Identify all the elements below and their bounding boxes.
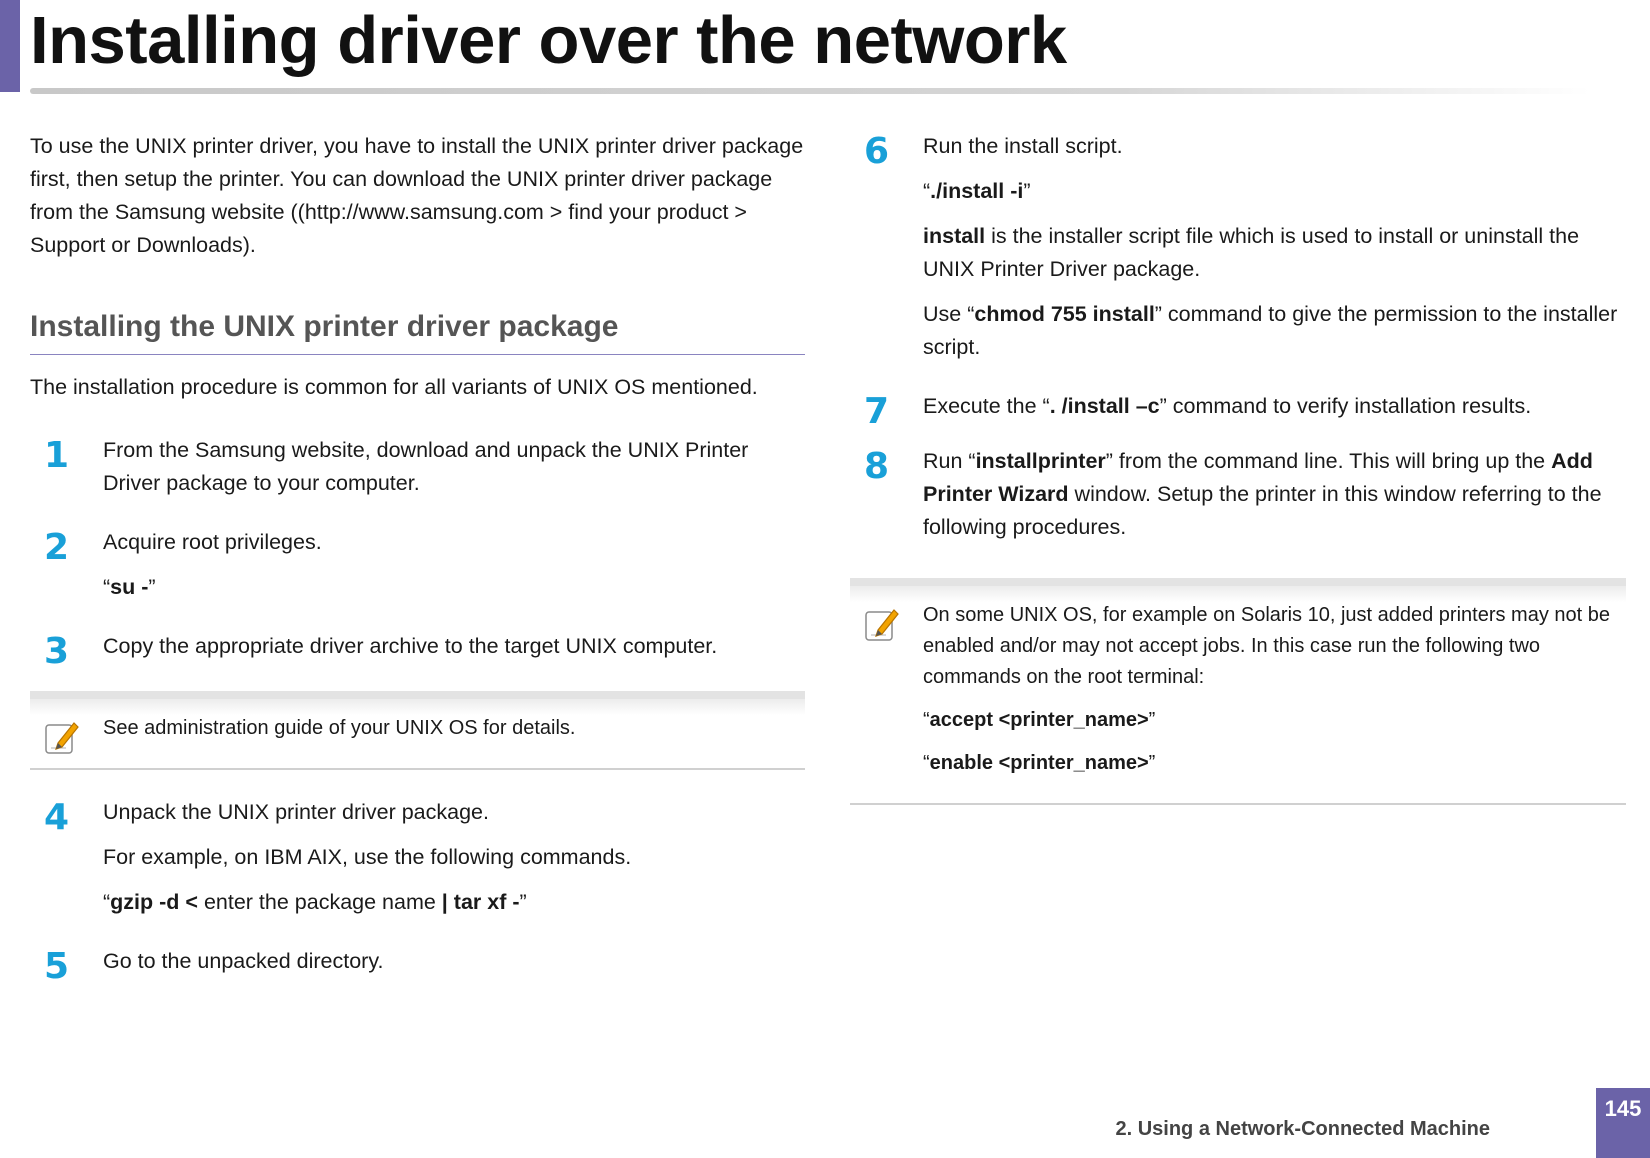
title-underline xyxy=(30,88,1590,94)
note-command-accept: “accept <printer_name>” xyxy=(923,709,1156,731)
step-6 xyxy=(850,130,1626,364)
step-text: Run the install script. xyxy=(923,134,1123,158)
step-2 xyxy=(30,526,805,604)
step-example: For example, on IBM AIX, use the following commands. xyxy=(103,845,632,869)
step-4 xyxy=(30,796,805,919)
step-number: 2 xyxy=(44,527,70,568)
step-text: Acquire root privileges. xyxy=(103,530,322,554)
step-8 xyxy=(850,445,1626,544)
step-description: install is the installer script file which is used to install or uninstall the UNIX Printer Driver package. xyxy=(923,224,1580,281)
note-text: See administration guide of your UNIX OS for details. xyxy=(103,717,576,739)
step-text: From the Samsung website, download and unpack the UNIX Printer Driver package to your computer. xyxy=(103,438,749,495)
page-title: Installing driver over the network xyxy=(30,3,1067,78)
step-number: 1 xyxy=(44,435,70,476)
note-command-enable: “enable <printer_name>” xyxy=(923,752,1156,774)
step-5 xyxy=(30,945,805,987)
right-column xyxy=(850,130,1626,805)
step-text: Unpack the UNIX printer driver package. xyxy=(103,800,489,824)
step-permission: Use “chmod 755 install” command to give the permission to the installer script. xyxy=(923,302,1618,359)
note-pencil-icon xyxy=(44,717,80,757)
left-column xyxy=(30,130,805,987)
step-command: “gzip -d < enter the package name | tar xf -” xyxy=(103,890,527,914)
step-number: 8 xyxy=(864,446,890,487)
step-number: 6 xyxy=(864,131,890,172)
title-accent-bar xyxy=(0,0,20,92)
step-7 xyxy=(850,390,1626,432)
step-3 xyxy=(30,630,805,672)
step-command: “./install -i” xyxy=(923,179,1031,203)
note-pencil-icon xyxy=(864,604,900,644)
step-text: Execute the “. /install –c” command to verify installation results. xyxy=(923,394,1532,418)
step-command: “su -” xyxy=(103,575,156,599)
footer-chapter: 2. Using a Network-Connected Machine xyxy=(1115,1118,1490,1140)
step-number: 4 xyxy=(44,797,70,838)
step-1 xyxy=(30,434,805,500)
step-number: 5 xyxy=(44,946,70,987)
section-description: The installation procedure is common for all variants of UNIX OS mentioned. xyxy=(30,375,758,399)
note-box xyxy=(30,691,805,770)
note-box xyxy=(850,578,1626,805)
page-number: 145 xyxy=(1596,1088,1650,1158)
step-text: Run “installprinter” from the command line. This will bring up the Add Printer Wizard window. Setup the printer in this window referring to the following procedures. xyxy=(923,449,1602,539)
note-text: On some UNIX OS, for example on Solaris 10, just added printers may not be enabled and/or may not accept jobs. In this case run the following two commands on the root terminal: xyxy=(923,604,1610,688)
intro-paragraph: To use the UNIX printer driver, you have to install the UNIX printer driver package first, then setup the printer. You can download the UNIX printer driver package from the Samsung website ((http://www.samsung.com > find your product > Support or Downloads). xyxy=(30,134,804,257)
step-text: Go to the unpacked directory. xyxy=(103,949,384,973)
step-number: 7 xyxy=(864,391,890,432)
step-text: Copy the appropriate driver archive to the target UNIX computer. xyxy=(103,634,718,658)
section-heading: Installing the UNIX printer driver package xyxy=(30,310,805,355)
step-number: 3 xyxy=(44,631,70,672)
